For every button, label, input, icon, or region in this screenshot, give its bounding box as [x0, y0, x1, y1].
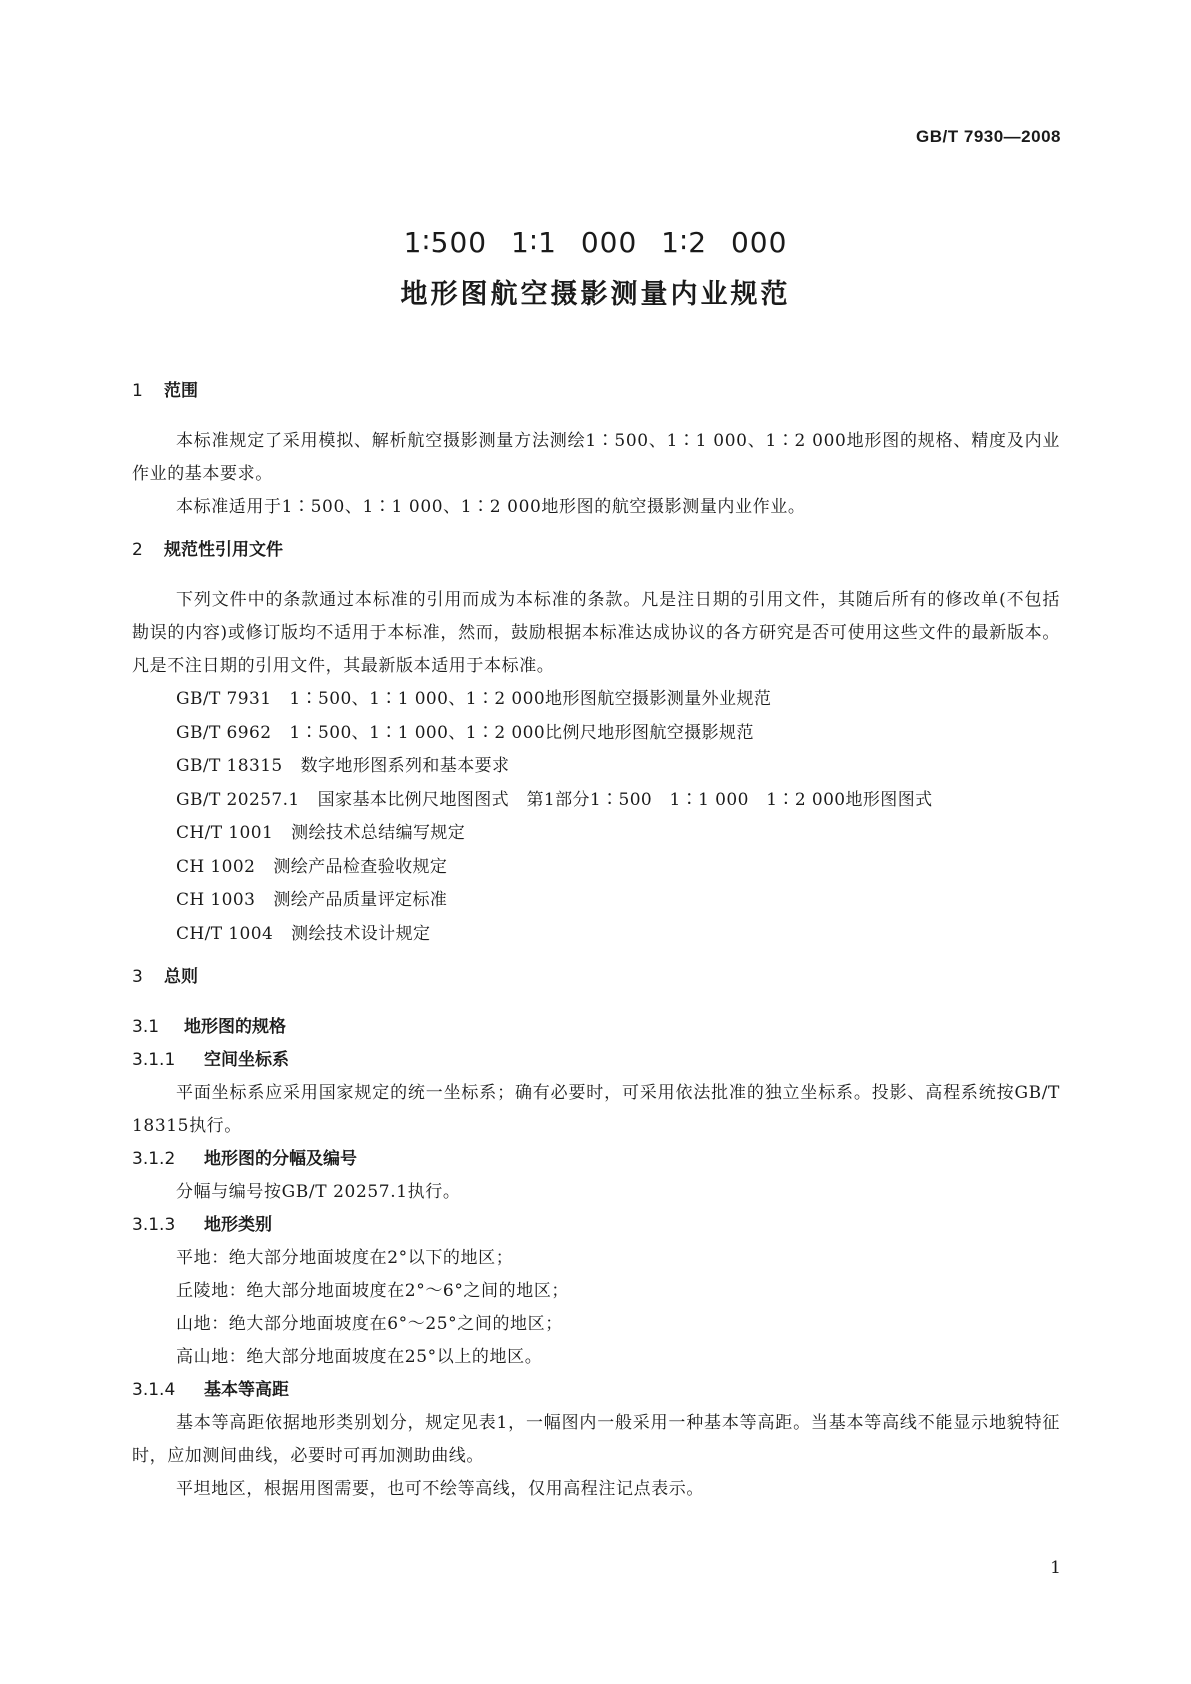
reference-item [132, 851, 1060, 885]
paragraph: 下列文件中的条款通过本标准的引用而成为本标准的条款。凡是注日期的引用文件，其随后所有的修改单(不包括勘误的内容)或修订版均不适用于本标准，然而，鼓励根据本标准达成协议的各方研究是否可使用这些文件的最新版本。凡是不注日期的引用文件，其最新版本适用于本标准。 [132, 590, 1060, 676]
reference-name: 测绘产品检查验收规定 [273, 856, 448, 877]
reference-item [132, 817, 1060, 851]
paragraph: 平坦地区，根据用图需要，也可不绘等高线，仅用高程注记点表示。 [176, 1479, 704, 1499]
reference-code: GB/T 6962 [176, 722, 272, 743]
section-title: 规范性引用文件 [164, 540, 283, 560]
section-number: 1 [132, 381, 143, 401]
section-title: 范围 [164, 381, 198, 401]
section-number: 2 [132, 540, 143, 560]
reference-name: 数字地形图系列和基本要求 [300, 756, 510, 776]
terrain-item: 山地：绝大部分地面坡度在6°～25°之间的地区； [176, 1314, 563, 1334]
section-title: 空间坐标系 [204, 1050, 289, 1070]
section-number: 3 [132, 967, 143, 987]
reference-code: CH/T 1004 [176, 923, 274, 944]
paragraph: 分幅与编号按GB/T 20257.1执行。 [176, 1182, 461, 1202]
reference-code: CH/T 1001 [176, 823, 274, 843]
section-1-heading [132, 375, 1060, 407]
subsection-3-1-1-heading [132, 1044, 1060, 1077]
page-number: 1 [1050, 1558, 1061, 1578]
reference-item [132, 717, 1060, 751]
terrain-item: 高山地：绝大部分地面坡度在25°以上的地区。 [176, 1347, 543, 1367]
reference-code: CH 1002 [176, 856, 256, 877]
section-title: 地形图的分幅及编号 [204, 1149, 357, 1169]
section-number: 3.1.4 [132, 1380, 176, 1400]
section-title: 总则 [164, 967, 198, 987]
paragraph: 本标准适用于1∶500、1∶1 000、1∶2 000地形图的航空摄影测量内业作业。 [176, 497, 806, 517]
terrain-item: 平地：绝大部分地面坡度在2°以下的地区； [176, 1248, 514, 1268]
title-scales: 1∶500 1∶1 000 1∶2 000 [403, 226, 788, 259]
section-2-heading [132, 534, 1060, 566]
reference-code: GB/T 20257.1 [176, 789, 300, 810]
reference-code: CH 1003 [176, 890, 256, 910]
terrain-item: 丘陵地：绝大部分地面坡度在2°～6°之间的地区； [176, 1281, 570, 1301]
reference-name: 1∶500、1∶1 000、1∶2 000比例尺地形图航空摄影规范 [289, 722, 754, 743]
subsection-3-1-heading [132, 1011, 1060, 1044]
subsection-3-1-4-heading [132, 1374, 1060, 1407]
reference-name: 测绘产品质量评定标准 [273, 890, 448, 910]
reference-name: 国家基本比例尺地图图式 第1部分1∶500 1∶1 000 1∶2 000地形图图式 [317, 789, 933, 810]
reference-item [132, 884, 1060, 918]
section-number: 3.1.2 [132, 1149, 176, 1169]
reference-name: 1∶500、1∶1 000、1∶2 000地形图航空摄影测量外业规范 [289, 689, 772, 709]
reference-item [132, 750, 1060, 784]
reference-code: GB/T 18315 [176, 756, 283, 776]
reference-item [132, 918, 1060, 952]
subsection-3-1-2-heading [132, 1143, 1060, 1176]
section-3-heading [132, 961, 1060, 993]
paragraph: 基本等高距依据地形类别划分，规定见表1，一幅图内一般采用一种基本等高距。当基本等高线不能显示地貌特征时，应加测间曲线，必要时可再加测助曲线。 [132, 1413, 1060, 1466]
reference-code: GB/T 7931 [176, 689, 272, 709]
section-title: 地形类别 [204, 1215, 272, 1235]
section-title: 地形图的规格 [184, 1017, 286, 1037]
section-number: 3.1.3 [132, 1215, 176, 1235]
standard-code: GB/T 7930—2008 [916, 127, 1061, 146]
document-body [132, 375, 1060, 1506]
reference-item [132, 784, 1060, 818]
paragraph: 本标准规定了采用模拟、解析航空摄影测量方法测绘1∶500、1∶1 000、1∶2 000地形图的规格、精度及内业作业的基本要求。 [132, 431, 1061, 484]
section-title: 基本等高距 [204, 1380, 289, 1400]
paragraph: 平面坐标系应采用国家规定的统一坐标系；确有必要时，可采用依法批准的独立坐标系。投影、高程系统按GB/T 18315执行。 [132, 1083, 1060, 1136]
title-main: 地形图航空摄影测量内业规范 [400, 279, 791, 310]
subsection-3-1-3-heading [132, 1209, 1060, 1242]
reference-name: 测绘技术设计规定 [291, 923, 431, 944]
section-number: 3.1 [132, 1017, 160, 1037]
reference-name: 测绘技术总结编写规定 [291, 823, 466, 843]
reference-item [132, 683, 1060, 717]
section-number: 3.1.1 [132, 1050, 176, 1070]
